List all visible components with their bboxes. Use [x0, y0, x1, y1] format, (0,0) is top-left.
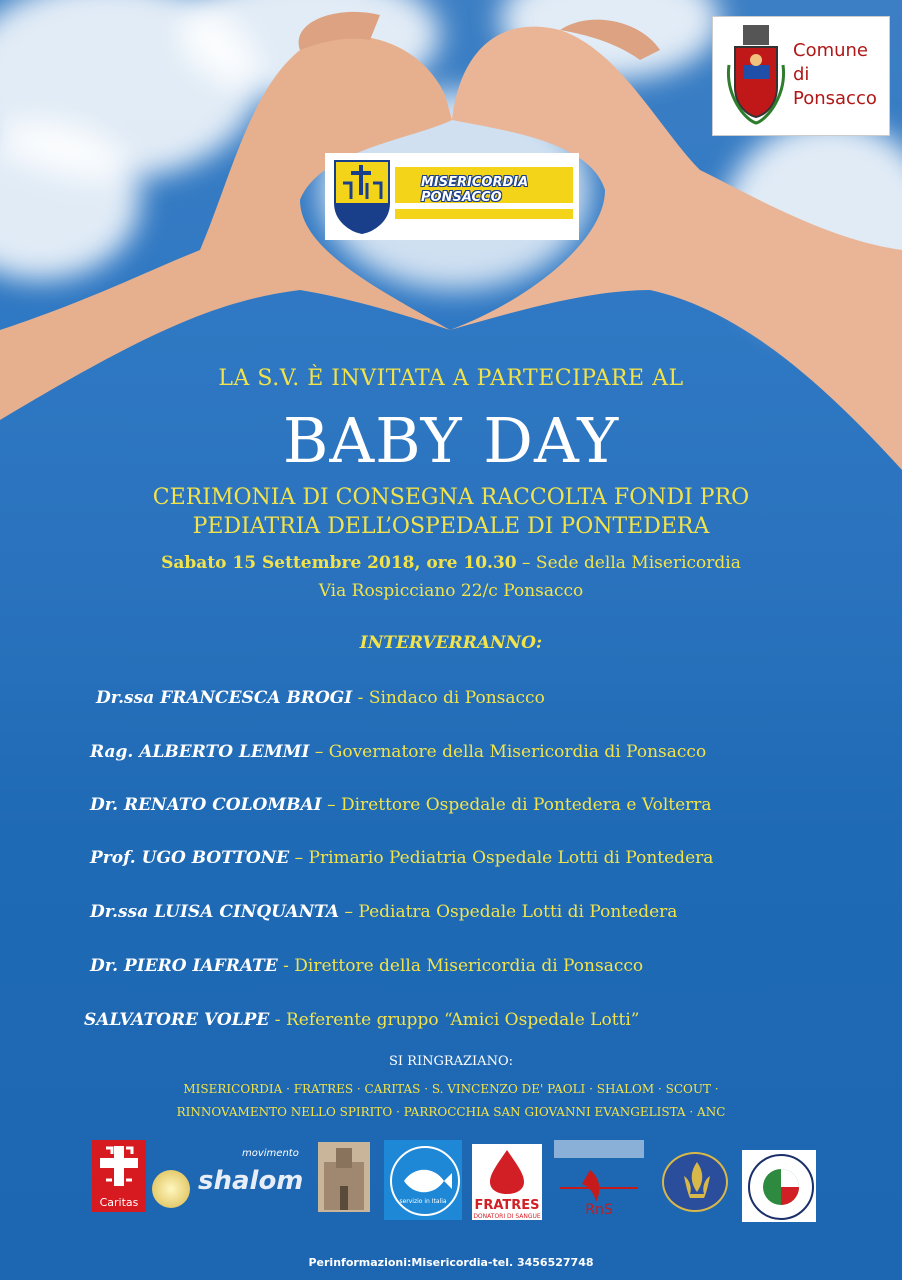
- caritas-cross-icon: [92, 1140, 146, 1192]
- event-date: [0, 553, 902, 573]
- thanks-line2: RINNOVAMENTO NELLO SPIRITO · PARROCCHIA SAN GIOVANNI EVANGELISTA · ANC: [176, 1105, 726, 1119]
- speaker-sep: –: [339, 902, 359, 922]
- speaker-row: [90, 956, 902, 976]
- comune-label-line2: Ponsacco: [793, 88, 877, 109]
- speaker-role: Primario Pediatria Ospedale Lotti di Pontedera: [308, 848, 714, 868]
- anc-logo: [742, 1150, 816, 1222]
- subtitle-line2: PEDIATRIA DELL’OSPEDALE DI PONTEDERA: [192, 514, 710, 539]
- event-title: BABY DAY: [282, 404, 620, 477]
- speaker-role: Direttore della Misericordia di Ponsacco: [294, 956, 644, 976]
- speaker-role: Referente gruppo “Amici Ospedale Lotti”: [285, 1010, 640, 1030]
- caritas-logo: [92, 1140, 146, 1212]
- logo-yellow-band: [395, 209, 573, 219]
- contact-info: Perinformazioni:Misericordia-tel. 3456527748: [308, 1256, 594, 1269]
- svincenzo-label: servizio in Italia: [399, 1198, 447, 1205]
- speaker-row: [90, 795, 902, 815]
- church-icon: [318, 1142, 370, 1212]
- event-date-bold: Sabato 15 Settembre 2018, ore 10.30: [161, 553, 517, 573]
- speaker-row: [90, 848, 902, 868]
- thanks-list: [0, 1078, 902, 1124]
- speaker-sep: -: [352, 688, 369, 708]
- speaker-name: Dr.ssa FRANCESCA BROGI: [96, 688, 353, 708]
- event-address: Via Rospicciano 22/c Ponsacco: [318, 581, 584, 601]
- thanks-heading: SI RINGRAZIANO:: [388, 1054, 513, 1069]
- speaker-sep: –: [309, 742, 329, 762]
- speaker-name: Prof. UGO BOTTONE: [90, 848, 290, 868]
- event-subtitle: [0, 483, 902, 541]
- event-location: – Sede della Misericordia: [516, 553, 741, 573]
- rns-label: RnS: [585, 1202, 613, 1218]
- shalom-small-label: movimento: [242, 1148, 299, 1159]
- thanks-line1: MISERICORDIA · FRATRES · CARITAS · S. VINCENZO DE' PAOLI · SHALOM · SCOUT ·: [183, 1082, 719, 1096]
- rns-logo: [554, 1140, 644, 1222]
- fish-icon: [390, 1146, 460, 1216]
- parrocchia-church-image: [318, 1142, 370, 1212]
- comune-di-ponsacco-logo: [712, 16, 890, 136]
- dove-flame-icon: [560, 1164, 638, 1204]
- speaker-name: SALVATORE VOLPE: [84, 1010, 270, 1030]
- speaker-name: Dr.ssa LUISA CINQUANTA: [90, 902, 340, 922]
- speaker-name: Dr. PIERO IAFRATE: [90, 956, 278, 976]
- shalom-logo: [150, 1148, 310, 1206]
- svincenzo-logo: [384, 1140, 462, 1220]
- speaker-row: [90, 742, 902, 762]
- speaker-sep: –: [289, 848, 309, 868]
- fratres-sub-label: DONATORI DI SANGUE: [473, 1213, 541, 1220]
- anc-emblem-icon: [748, 1154, 814, 1220]
- fratres-logo: [472, 1144, 542, 1220]
- speakers-heading: INTERVERRANNO:: [359, 633, 543, 653]
- misericordia-shield-icon: [333, 159, 391, 235]
- misericordia-logo-label: MISERICORDIA PONSACCO: [421, 175, 529, 205]
- speaker-role: Governatore della Misericordia di Ponsacco: [328, 742, 707, 762]
- subtitle-line1: CERIMONIA DI CONSEGNA RACCOLTA FONDI PRO: [152, 485, 750, 510]
- fleur-de-lis-icon: [662, 1152, 728, 1212]
- speaker-sep: -: [277, 956, 295, 976]
- speaker-sep: –: [321, 795, 341, 815]
- globe-icon: [152, 1170, 190, 1208]
- comune-label-line1: Comune di: [793, 40, 869, 85]
- caritas-label: Caritas: [99, 1196, 139, 1209]
- fratres-label: FRATRES: [474, 1198, 540, 1213]
- rns-banner: [554, 1140, 644, 1158]
- speaker-role: Sindaco di Ponsacco: [368, 688, 545, 708]
- speaker-role: Direttore Ospedale di Pontedera e Volterra: [340, 795, 712, 815]
- coat-of-arms-icon: [725, 25, 787, 125]
- speaker-row: [84, 1010, 902, 1030]
- speaker-role: Pediatra Ospedale Lotti di Pontedera: [358, 902, 678, 922]
- speaker-sep: -: [269, 1010, 286, 1030]
- speaker-name: Dr. RENATO COLOMBAI: [90, 795, 322, 815]
- invite-line: LA S.V. È INVITATA A PARTECIPARE AL: [218, 366, 684, 391]
- blood-drop-icon: [472, 1144, 542, 1194]
- shalom-label: shalom: [198, 1166, 304, 1196]
- speaker-row: [90, 902, 902, 922]
- speaker-name: Rag. ALBERTO LEMMI: [90, 742, 310, 762]
- speaker-row: [96, 688, 902, 708]
- misericordia-ponsacco-logo: [325, 153, 579, 240]
- scout-logo: [662, 1152, 728, 1212]
